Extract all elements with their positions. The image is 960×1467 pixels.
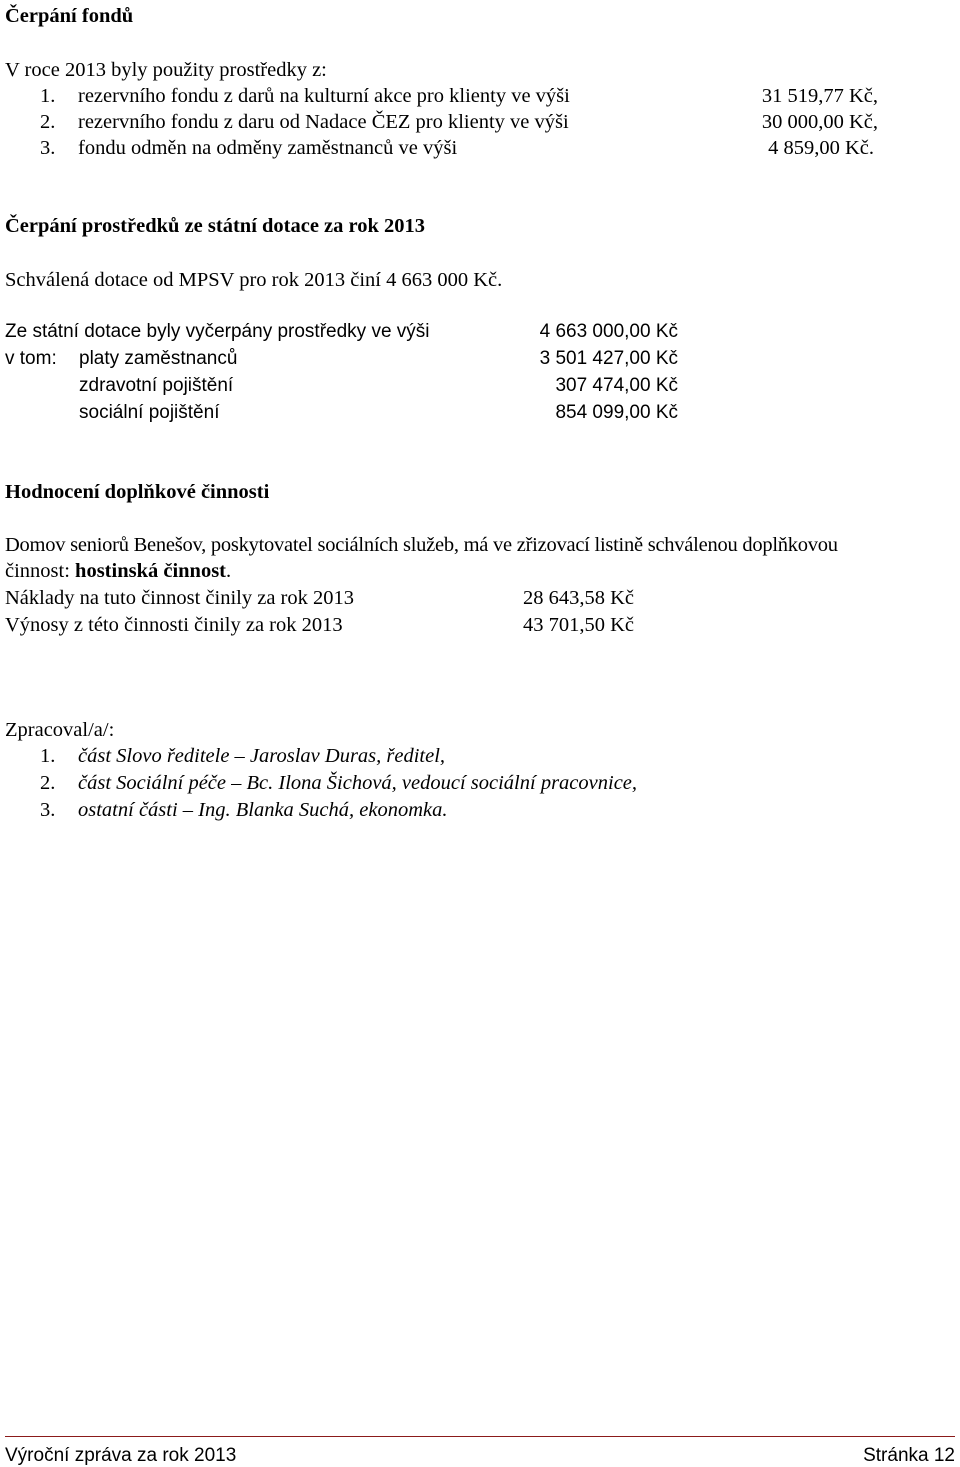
supplementary-activity-paragraph: Domov seniorů Benešov, poskytovatel sociálních služeb, má ve zřizovací listině schválenou doplňkovou <box>5 534 838 556</box>
prepared-by-label: Zpracoval/a/: <box>5 719 115 741</box>
fund-item-text: fondu odměn na odměny zaměstnanců ve výši <box>78 137 458 159</box>
fund-item-number: 2. <box>40 111 56 133</box>
fund-item-amount: 4 859,00 Kč. <box>768 137 874 159</box>
breakdown-amount: 854 099,00 Kč <box>555 402 678 423</box>
subsidy-spent-amount: 4 663 000,00 Kč <box>539 321 678 342</box>
fund-item-amount: 30 000,00 Kč, <box>761 111 878 133</box>
fund-item-number: 1. <box>40 85 56 107</box>
breakdown-of-which-label: v tom: <box>5 348 57 369</box>
fund-item-amount: 31 519,77 Kč, <box>761 85 878 107</box>
author-item-number: 2. <box>40 772 56 794</box>
author-item-number: 3. <box>40 799 56 821</box>
section-title-fund-usage: Čerpání fondů <box>5 5 134 27</box>
fund-item-number: 3. <box>40 137 56 159</box>
activity-prefix: činnost: <box>5 560 76 582</box>
supplementary-activity-paragraph-line2 <box>5 561 231 582</box>
breakdown-label: zdravotní pojištění <box>79 375 234 396</box>
revenue-label: Výnosy z této činnosti činily za rok 2013 <box>5 614 343 636</box>
breakdown-label: sociální pojištění <box>79 402 220 423</box>
costs-label: Náklady na tuto činnost činily za rok 2013 <box>5 587 354 609</box>
fund-item-text: rezervního fondu z darů na kulturní akce pro klienty ve výši <box>78 85 570 107</box>
author-item-number: 1. <box>40 745 56 767</box>
activity-suffix: . <box>226 560 232 582</box>
footer-divider <box>5 1436 955 1437</box>
costs-amount: 28 643,58 Kč <box>523 587 635 609</box>
approved-subsidy-text: Schválená dotace od MPSV pro rok 2013 činí 4 663 000 Kč. <box>5 269 503 291</box>
footer-report-title: Výroční zpráva za rok 2013 <box>5 1445 237 1466</box>
activity-name: hostinská činnost <box>75 560 227 582</box>
section-title-state-subsidy: Čerpání prostředků ze státní dotace za rok 2013 <box>5 215 426 237</box>
section-title-supplementary-activity: Hodnocení doplňkové činnosti <box>5 481 270 503</box>
breakdown-amount: 3 501 427,00 Kč <box>539 348 678 369</box>
fund-item-text: rezervního fondu z daru od Nadace ČEZ pro klienty ve výši <box>78 111 569 133</box>
footer-page-number: Stránka 12 <box>863 1445 955 1466</box>
breakdown-amount: 307 474,00 Kč <box>555 375 678 396</box>
subsidy-spent-label: Ze státní dotace byly vyčerpány prostředky ve výši <box>5 321 430 342</box>
author-item-text: ostatní části – Ing. Blanka Suchá, ekonomka. <box>78 799 448 821</box>
revenue-amount: 43 701,50 Kč <box>523 614 635 636</box>
author-item-text: část Slovo ředitele – Jaroslav Duras, ředitel, <box>78 745 446 767</box>
author-item-text: část Sociální péče – Bc. Ilona Šichová, vedoucí sociální pracovnice, <box>78 772 638 794</box>
fund-usage-intro: V roce 2013 byly použity prostředky z: <box>5 59 327 81</box>
breakdown-label: platy zaměstnanců <box>79 348 238 369</box>
